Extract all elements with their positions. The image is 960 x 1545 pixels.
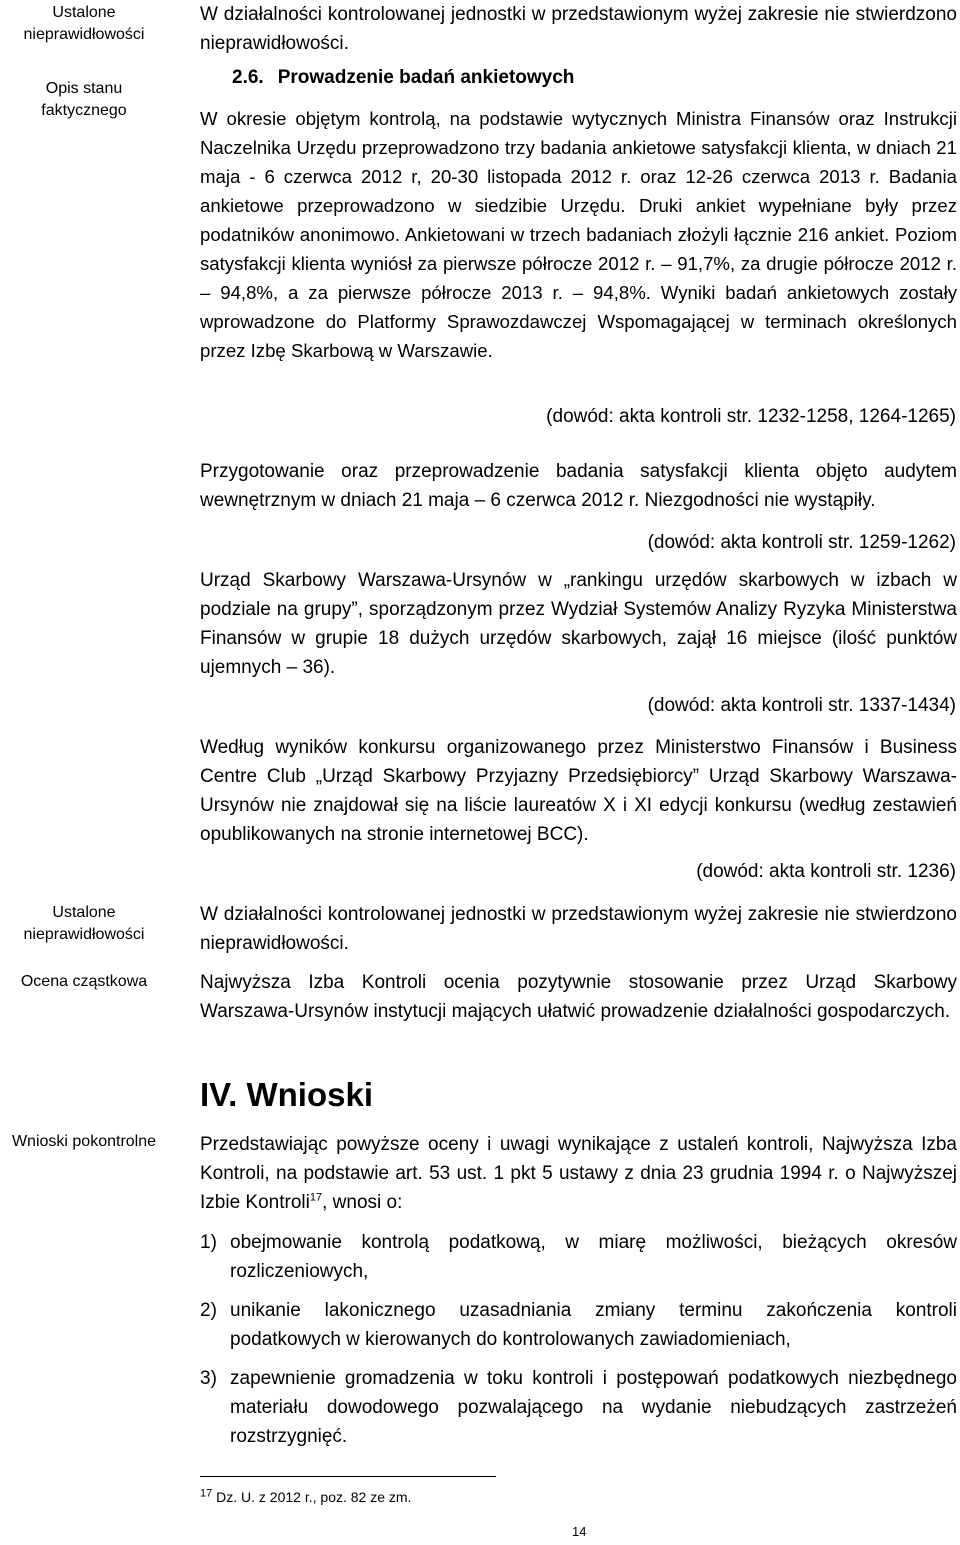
sidebar-label-line: nieprawidłowości — [23, 26, 145, 43]
sidebar-label-line: Ustalone — [52, 904, 116, 921]
conclusions-intro-end: , wnosi o: — [322, 1192, 403, 1213]
section-number: 2.6. — [232, 67, 264, 88]
evidence-reference: (dowód: akta kontroli str. 1232-1258, 1264-1265) — [546, 406, 956, 427]
paragraph-no-irregularities: W działalności kontrolowanej jednostki w przedstawionym wyżej zakresie nie stwierdzono nieprawidłowości. — [200, 904, 957, 954]
sidebar-label-findings-top — [0, 2, 168, 46]
evidence-reference: (dowód: akta kontroli str. 1236) — [696, 861, 956, 882]
list-item-number: 2) — [200, 1300, 217, 1321]
sidebar-label-line: Wnioski pokontrolne — [11, 1133, 157, 1150]
sidebar-label-line: Ocena cząstkowa — [20, 973, 148, 990]
list-item — [200, 1228, 957, 1286]
list-item-number: 3) — [200, 1368, 217, 1389]
list-item-text: zapewnienie gromadzenia w toku kontroli i postępowań podatkowych niezbędnego materiału dowodowego pozwalającego na wydanie niebudzących zastrzeżeń rozstrzygnięć. — [230, 1368, 957, 1447]
footnote-number: 17 — [200, 1487, 213, 1500]
paragraph-conclusions-intro — [200, 1130, 957, 1217]
list-item-text: obejmowanie kontrolą podatkową, w miarę możliwości, bieżących okresów rozliczeniowych, — [230, 1232, 957, 1282]
footnote — [200, 1488, 411, 1506]
sidebar-label-facts — [0, 78, 168, 122]
paragraph-audit: Przygotowanie oraz przeprowadzenie badania satysfakcji klienta objęto audytem wewnętrznym w dniach 21 maja – 6 czerwca 2012 r. Niezgodności nie wystąpiły. — [200, 461, 957, 511]
page-number: 14 — [572, 1524, 587, 1539]
section-title: Prowadzenie badań ankietowych — [277, 67, 575, 88]
list-item — [200, 1296, 957, 1354]
list-item-text: unikanie lakonicznego uzasadniania zmiany terminu zakończenia kontroli podatkowych w kierowanych do kontrolowanych zawiadomieniach, — [230, 1300, 957, 1350]
footnote-marker: 17 — [309, 1191, 323, 1204]
section-heading — [232, 63, 574, 92]
paragraph-ranking: Urząd Skarbowy Warszawa-Ursynów w „rankingu urzędów skarbowych w izbach w podziale na grupy”, sporządzonym przez Wydział Systemów Analizy Ryzyka Ministerstwa Finansów w grupie 18 dużych urzędów skarbowych, zajął 16 miejsce (ilość punktów ujemnych – 36). — [200, 570, 957, 678]
paragraph-no-irregularities-top: W działalności kontrolowanej jednostki w przedstawionym wyżej zakresie nie stwierdzono nieprawidłowości. — [200, 4, 957, 54]
conclusions-intro-text: Przedstawiając powyższe oceny i uwagi wynikające z ustaleń kontroli, Najwyższa Izba Kontroli, na podstawie art. 53 ust. 1 pkt 5 ustawy z dnia 23 grudnia 1994 r. o Najwyższej Izbie Kontroli — [200, 1134, 957, 1213]
sidebar-label-line: faktycznego — [41, 102, 127, 119]
sidebar-label-conclusions — [0, 1131, 168, 1153]
paragraph-assessment: Najwyższa Izba Kontroli ocenia pozytywnie stosowanie przez Urząd Skarbowy Warszawa-Ursynów instytucji mających ułatwić prowadzenie działalności gospodarczych. — [200, 972, 957, 1022]
chapter-heading: IV. Wnioski — [200, 1076, 373, 1113]
footnote-text: Dz. U. z 2012 r., poz. 82 ze zm. — [216, 1489, 412, 1505]
list-item-number: 1) — [200, 1232, 217, 1253]
footnote-divider — [200, 1476, 496, 1477]
paragraph-contest: Według wyników konkursu organizowanego przez Ministerstwo Finansów i Business Centre Club „Urząd Skarbowy Przyjazny Przedsiębiorcy” Urząd Skarbowy Warszawa-Ursynów nie znajdował się na liście laureatów X i XI edycji konkursu (według zestawień opublikowanych na stronie internetowej BCC). — [200, 737, 957, 845]
sidebar-label-line: Ustalone — [52, 4, 116, 21]
evidence-reference: (dowód: akta kontroli str. 1259-1262) — [647, 532, 956, 553]
sidebar-label-partial-assessment — [0, 971, 168, 993]
sidebar-label-findings — [0, 902, 168, 946]
sidebar-label-line: Opis stanu — [45, 80, 123, 97]
sidebar-label-line: nieprawidłowości — [23, 926, 145, 943]
list-item — [200, 1364, 957, 1451]
evidence-reference: (dowód: akta kontroli str. 1337-1434) — [647, 695, 956, 716]
paragraph-surveys: W okresie objętym kontrolą, na podstawie wytycznych Ministra Finansów oraz Instrukcji Naczelnika Urzędu przeprowadzono trzy badania ankietowe satysfakcji klienta, w dniach 21 maja - 6 czerwca 2012 r, 20-30 listopada 2012 r. oraz 12-26 czerwca 2013 r. Badania ankietowe przeprowadzono w siedzibie Urzędu. Druki ankiet wypełniane były przez podatników anonimowo. Ankietowani w trzech badaniach złożyli łącznie 216 ankiet. Poziom satysfakcji klienta wyniósł za pierwsze półrocze 2012 r. – 91,7%, za drugie półrocze 2012 r. – 94,8%, a za pierwsze półrocze 2013 r. – 94,8%. Wyniki badań ankietowych zostały wprowadzone do Platformy Sprawozdawczej Wspomagającej w terminach określonych przez Izbę Skarbową w Warszawie. — [200, 108, 957, 361]
